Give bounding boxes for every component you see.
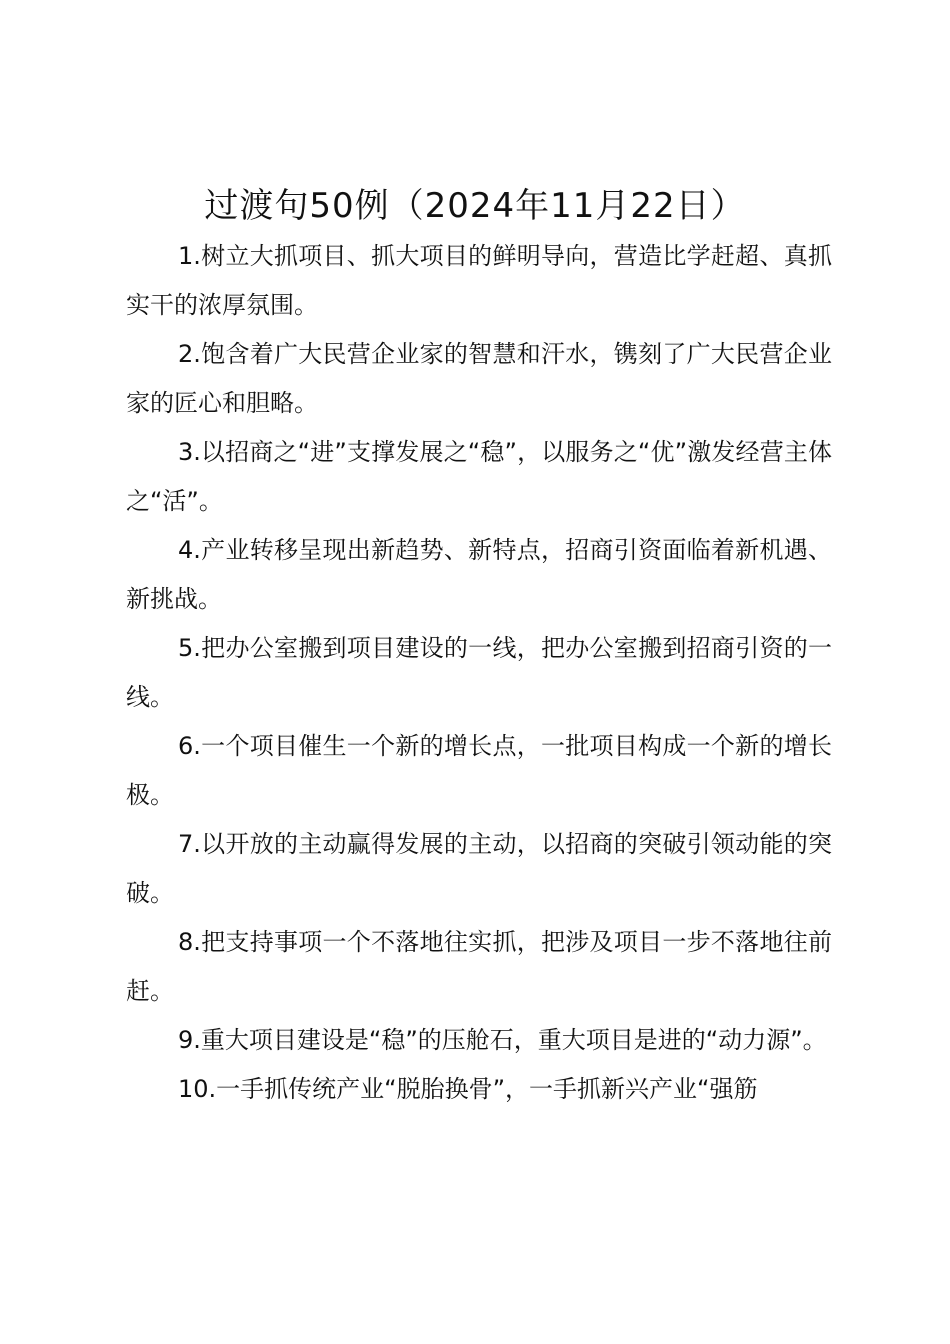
paragraph-3: 3.以招商之“进”支撑发展之“稳”，以服务之“优”激发经营主体之“活”。 [126, 438, 832, 515]
paragraph-4: 4.产业转移呈现出新趋势、新特点，招商引资面临着新机遇、新挑战。 [126, 536, 832, 613]
document-body [126, 232, 832, 1114]
paragraph-10: 10.一手抓传统产业“脱胎换骨”，一手抓新兴产业“强筋 [178, 1075, 758, 1103]
document-title: 过渡句50例（2024年11月22日） [204, 186, 746, 226]
paragraph-6: 6.一个项目催生一个新的增长点，一批项目构成一个新的增长极。 [126, 732, 832, 809]
paragraph-2: 2.饱含着广大民营企业家的智慧和汗水，镌刻了广大民营企业家的匠心和胆略。 [126, 340, 832, 417]
paragraph-7: 7.以开放的主动赢得发展的主动，以招商的突破引领动能的突破。 [126, 830, 832, 907]
paragraph-8: 8.把支持事项一个不落地往实抓，把涉及项目一步不落地往前赶。 [126, 928, 832, 1005]
paragraph-9: 9.重大项目建设是“稳”的压舱石，重大项目是进的“动力源”。 [178, 1026, 827, 1054]
paragraph-1: 1.树立大抓项目、抓大项目的鲜明导向，营造比学赶超、真抓实干的浓厚氛围。 [126, 242, 832, 319]
paragraph-5: 5.把办公室搬到项目建设的一线，把办公室搬到招商引资的一线。 [126, 634, 832, 711]
